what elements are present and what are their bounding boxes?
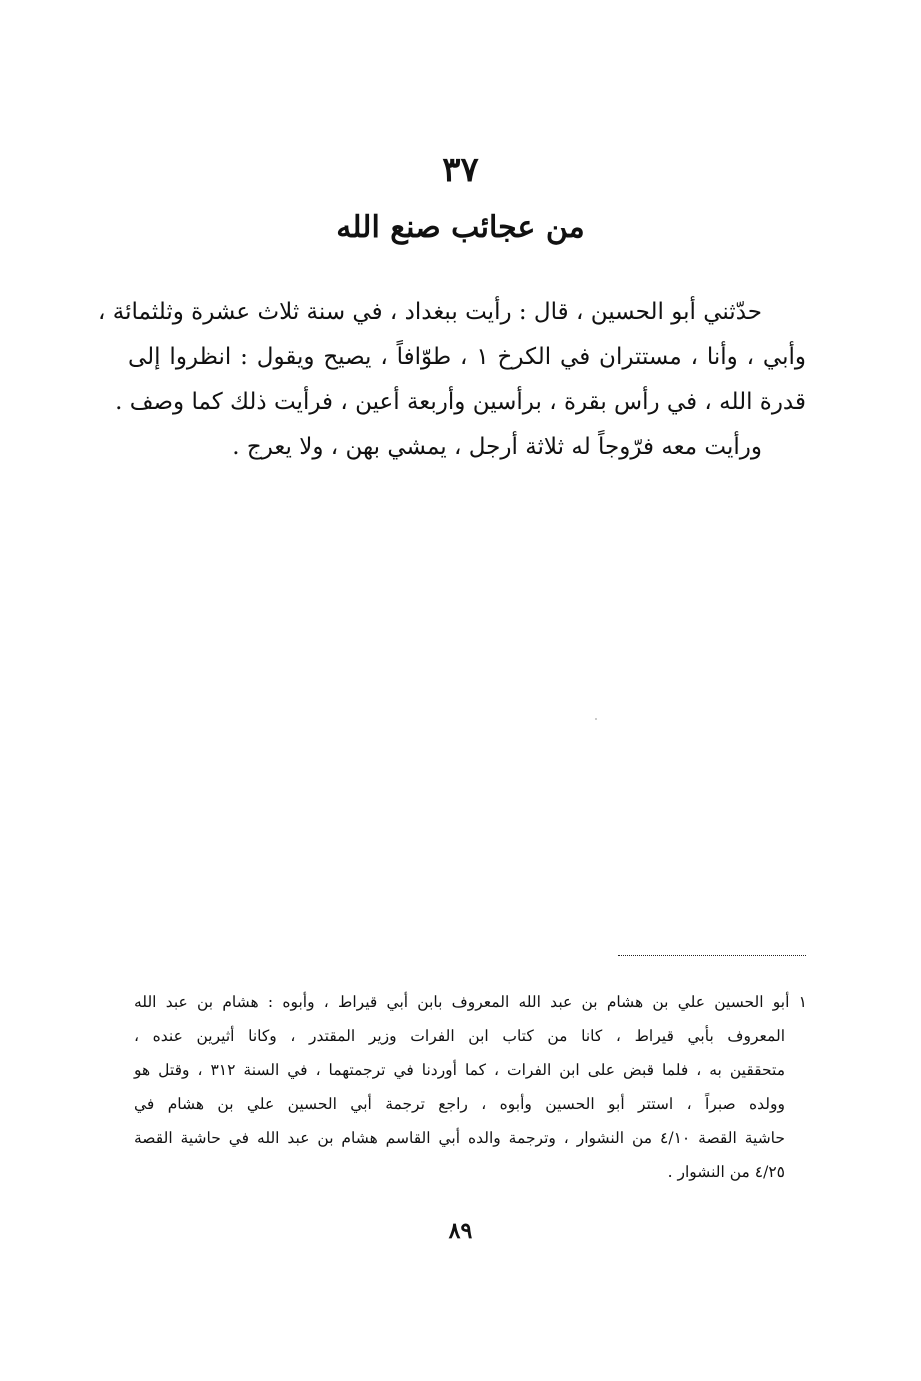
chapter-number: ٣٧ [442, 150, 479, 190]
chapter-title: من عجائب صنع الله [336, 210, 585, 245]
footnote-line: وولده صبراً ، استتر أبو الحسين وأبوه ، راجع ترجمة أبي الحسين علي بن هشام في [134, 1095, 785, 1113]
page-number: ٨٩ [448, 1218, 473, 1244]
body-line: حدّثني أبو الحسين ، قال : رأيت ببغداد ، في سنة ثلاث عشرة وثلثمائة ، [98, 299, 762, 325]
footnote-line: المعروف بأبي قيراط ، كانا من كتاب ابن الفرات وزير المقتدر ، وكانا أثيرين عنده ، [134, 1027, 785, 1045]
body-line: وأبي ، وأنا ، مستتران في الكرخ ١ ، طوّافاً ، يصيح ويقول : انظروا إلى [128, 344, 806, 370]
paper-speck [595, 718, 597, 720]
footnote-line: ٤/٢٥ من النشوار . [667, 1163, 785, 1181]
footnote-line: حاشية القصة ٤/١٠ من النشوار ، وترجمة والده أبي القاسم هشام بن عبد الله في حاشية القصة [134, 1129, 785, 1147]
footnotes [134, 985, 807, 1189]
body-line: ورأيت معه فرّوجاً له ثلاثة أرجل ، يمشي بهن ، ولا يعرج . [232, 434, 762, 460]
footnote-line: ١ أبو الحسين علي بن هشام بن عبد الله المعروف بابن أبي قيراط ، وأبوه : هشام بن عبد الله [134, 993, 807, 1011]
footnote-line: متحققين به ، فلما قبض على ابن الفرات ، كما أوردنا في ترجمتهما ، في السنة ٣١٢ ، وقتل هو [134, 1061, 785, 1079]
body-paragraphs [98, 290, 806, 470]
body-line: قدرة الله ، في رأس بقرة ، برأسين وأربعة أعين ، فرأيت ذلك كما وصف . [115, 389, 806, 415]
footnote-divider [618, 955, 806, 956]
